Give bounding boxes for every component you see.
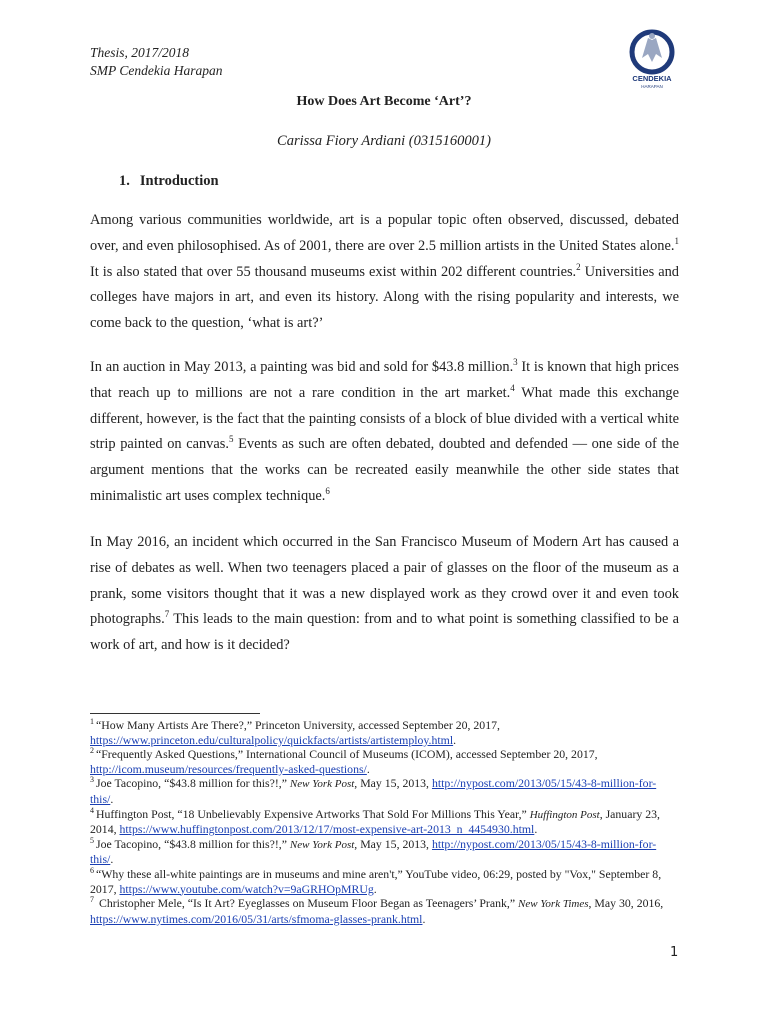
- section-heading: [119, 173, 219, 190]
- footnote-ref[interactable]: 1: [674, 236, 679, 246]
- footnote-text: .: [373, 881, 377, 896]
- header-school-name: SMP Cendekia Harapan: [90, 63, 223, 78]
- paragraph-text: In an auction in May 2013, a painting was bid and sold for $43.8 million.: [90, 359, 514, 375]
- footnote-text: .: [422, 911, 426, 926]
- footnotes: [90, 718, 679, 926]
- footnote-5: [90, 837, 679, 867]
- page-number: 1: [670, 945, 679, 960]
- footnote-number: 7: [90, 895, 94, 905]
- footnote-text: Huffington Post, “18 Unbelievably Expensive Artworks That Sold For Millions This Year,”: [96, 806, 530, 821]
- section-title: Introduction: [139, 173, 219, 189]
- footnote-text: , May 15, 2013,: [354, 836, 432, 851]
- footnote-3: [90, 776, 679, 806]
- footnote-text: .: [110, 791, 114, 806]
- footnote-source: Huffington Post: [529, 808, 600, 821]
- paragraph-2: [90, 355, 679, 510]
- footnote-number: 2: [90, 746, 94, 756]
- footnote-text: “Frequently Asked Questions,” International Council of Museums (ICOM), accessed September 20, 2017,: [96, 747, 598, 762]
- footnote-text: .: [453, 732, 457, 747]
- footnote-7: [90, 896, 679, 926]
- logo-subtext: HARAPAN: [641, 84, 663, 89]
- footnote-1: [90, 718, 679, 747]
- paragraph-text: This leads to the main question: from and to what point is something classified to be a work of art, and how is it decided?: [90, 611, 679, 654]
- footnote-text: .: [366, 761, 370, 776]
- footnote-source: New York Times: [518, 898, 589, 911]
- footnote-link[interactable]: https://www.princeton.edu/culturalpolicy/quickfacts/artists/artistemploy.html: [90, 732, 454, 747]
- paragraph-1: [90, 208, 679, 337]
- footnote-ref[interactable]: 4: [510, 383, 515, 393]
- footnote-text: Joe Tacopino, “$43.8 million for this?!,”: [96, 776, 290, 791]
- footnote-4: [90, 807, 679, 837]
- footnote-ref[interactable]: 7: [164, 609, 170, 620]
- paragraph-3: [90, 530, 679, 659]
- footnote-2: [90, 747, 679, 776]
- paragraph-text: It is also stated that over 55 thousand museums exist within 202 different countries.: [90, 263, 577, 280]
- footnote-text: , May 15, 2013,: [354, 776, 432, 791]
- paragraph-text: Events as such are often debated, doubted and defended — one side of the argument mentions that the works can be recreated easily meanwhile the other side states that minimalistic art uses complex technique.: [90, 436, 680, 504]
- footnote-text: .: [110, 852, 114, 867]
- footnote-ref[interactable]: 2: [576, 261, 581, 272]
- footnote-text: , May 30, 2016,: [588, 896, 664, 911]
- school-logo: [624, 28, 680, 90]
- section-number: 1.: [119, 173, 130, 189]
- footnote-number: 6: [90, 866, 94, 876]
- footnote-number: 3: [90, 775, 94, 785]
- footnote-text: Joe Tacopino, “$43.8 million for this?!,”: [96, 836, 290, 851]
- footnote-text: Christopher Mele, “Is It Art? Eyeglasses on Museum Floor Began as Teenagers’ Prank,”: [96, 896, 519, 911]
- footnote-text: “How Many Artists Are There?,” Princeton University, accessed September 20, 2017,: [96, 718, 500, 732]
- footnote-source: New York Post: [289, 838, 355, 851]
- footnote-text: , January 23, 2014,: [90, 806, 660, 837]
- footnote-ref[interactable]: 3: [513, 357, 518, 368]
- paragraph-text: Among various communities worldwide, art is a popular topic often observed, discussed, debated over, and even philosophised. As of 2001, there are over 2.5 million artists in the United States alone.: [90, 212, 679, 254]
- footnote-text: “Why these all-white paintings are in museums and mine aren't,” YouTube video, 06:29, posted by "Vox," September 8, 2017,: [90, 866, 662, 896]
- footnote-link[interactable]: https://www.nytimes.com/2016/05/31/arts/sfmoma-glasses-prank.html: [90, 911, 423, 926]
- footnote-link[interactable]: http://nypost.com/2013/05/15/43-8-million-for-this/: [90, 836, 657, 867]
- footnote-link[interactable]: http://nypost.com/2013/05/15/43-8-million-for-this/: [90, 776, 657, 806]
- footnote-link[interactable]: http://icom.museum/resources/frequently-asked-questions/: [90, 761, 367, 776]
- footnote-ref[interactable]: 6: [325, 486, 330, 497]
- footnote-link[interactable]: https://www.huffingtonpost.com/2013/12/17/most-expensive-art-2013_n_4454930.html: [119, 822, 535, 837]
- footnote-number: 5: [90, 835, 94, 845]
- header-thesis-year: Thesis, 2017/2018: [90, 45, 190, 60]
- footnote-6: [90, 867, 679, 896]
- footnote-number: 4: [90, 805, 94, 815]
- logo-text: CENDEKIA: [632, 74, 672, 83]
- footnote-link[interactable]: https://www.youtube.com/watch?v=9aGRHOpMRUg: [119, 881, 374, 896]
- footnote-number: 1: [90, 717, 94, 727]
- paragraph-text: What made this exchange different, however, is the fact that the painting consists of a block of blue divided with a vertical white strip painted on canvas.: [90, 384, 679, 453]
- paragraph-text: It is known that high prices that reach up to millions are not a rare condition in the art market.: [90, 359, 679, 401]
- paragraph-text: In May 2016, an incident which occurred in the San Francisco Museum of Modern Art has caused a rise of debates as well. When two teenagers placed a pair of glasses on the floor of the museum as a prank, some visitors thought that it was a new displayed work as they crowd over it and even took photographs.: [90, 534, 679, 628]
- document-title: How Does Art Become ‘Art’?: [296, 94, 472, 109]
- author-line: Carissa Fiory Ardiani (0315160001): [277, 133, 491, 149]
- footnote-text: .: [534, 822, 538, 837]
- paragraph-text: Universities and colleges have majors in art, and even its history. Along with the rising popularity and interests, we come back to the question, ‘what is art?’: [90, 263, 679, 332]
- footnote-source: New York Post: [289, 778, 355, 791]
- footnote-ref[interactable]: 5: [228, 434, 234, 445]
- footnote-separator: [90, 713, 260, 714]
